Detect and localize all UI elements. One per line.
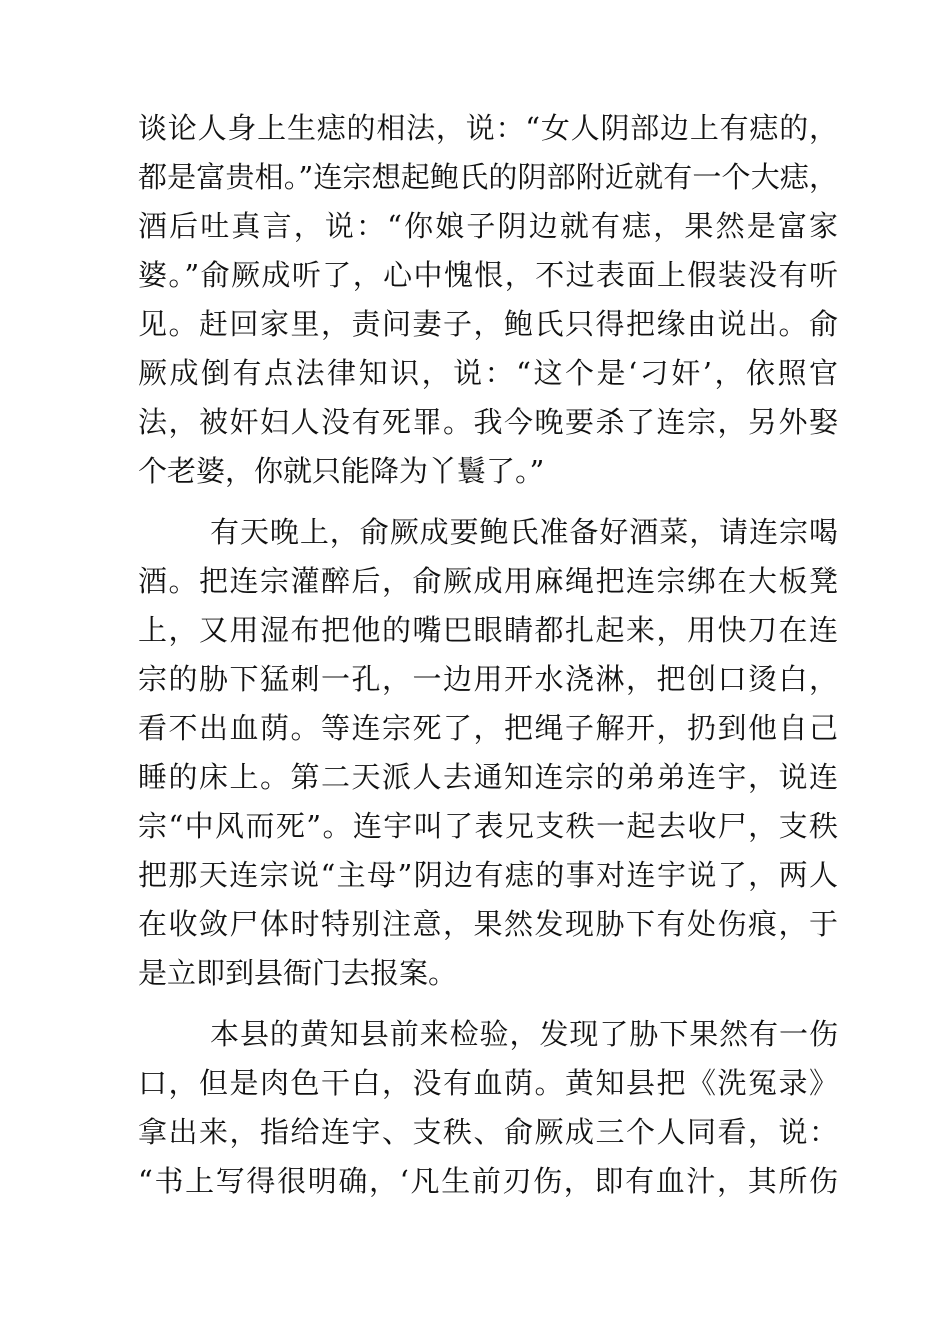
text-line: 婆。”俞厥成听了，心中愧恨，不过表面上假装没有听: [138, 258, 838, 292]
text-line: 在收敛尸体时特别注意，果然发现胁下有处伤痕，于: [138, 907, 838, 941]
paragraph-gap: [138, 998, 838, 1010]
text-line: 口，但是肉色干白，没有血荫。黄知县把《洗冤录》: [138, 1066, 838, 1100]
text-line: 睡的床上。第二天派人去通知连宗的弟弟连宇，说连: [138, 760, 838, 794]
text-line: 酒后吐真言，说：“你娘子阴边就有痣，果然是富家: [138, 209, 838, 243]
text-line: 谈论人身上生痣的相法，说：“女人阴部边上有痣的，: [138, 111, 838, 145]
paragraph-gap: [138, 496, 838, 508]
text-line: 是立即到县衙门去报案。: [138, 956, 458, 990]
text-line: 本县的黄知县前来检验，发现了胁下果然有一伤: [210, 1017, 838, 1051]
text-line: 法，被奸妇人没有死罪。我今晚要杀了连宗，另外娶: [138, 405, 838, 439]
text-line: 酒。把连宗灌醉后，俞厥成用麻绳把连宗绑在大板凳: [138, 564, 838, 598]
text-line: 宗的胁下猛刺一孔，一边用开水浇淋，把创口烫白，: [138, 662, 838, 696]
text-line: 上，又用湿布把他的嘴巴眼睛都扎起来，用快刀在连: [138, 613, 838, 647]
text-line: 把那天连宗说“主母”阴边有痣的事对连宇说了，两人: [138, 858, 838, 892]
paragraph-3: [138, 1010, 838, 1206]
document-body: [138, 104, 838, 1206]
paragraph-1: [138, 104, 838, 496]
text-line: 个老婆，你就只能降为丫鬟了。”: [138, 454, 545, 488]
text-line: 看不出血荫。等连宗死了，把绳子解开，扔到他自己: [138, 711, 838, 745]
text-line: 见。赶回家里，责问妻子，鲍氏只得把缘由说出。俞: [138, 307, 838, 341]
text-line: 宗“中风而死”。连宇叫了表兄支秩一起去收尸，支秩: [138, 809, 838, 843]
text-line: 都是富贵相。”连宗想起鲍氏的阴部附近就有一个大痣，: [138, 160, 838, 194]
text-line: “书上写得很明确，‘凡生前刃伤，即有血汁，其所伤: [138, 1164, 838, 1198]
paragraph-2: [138, 508, 838, 998]
text-line: 有天晚上，俞厥成要鲍氏准备好酒菜，请连宗喝: [210, 515, 838, 549]
text-line: 拿出来，指给连宇、支秩、俞厥成三个人同看，说：: [138, 1115, 838, 1149]
text-line: 厥成倒有点法律知识，说：“这个是‘刁奸’，依照官: [138, 356, 838, 390]
